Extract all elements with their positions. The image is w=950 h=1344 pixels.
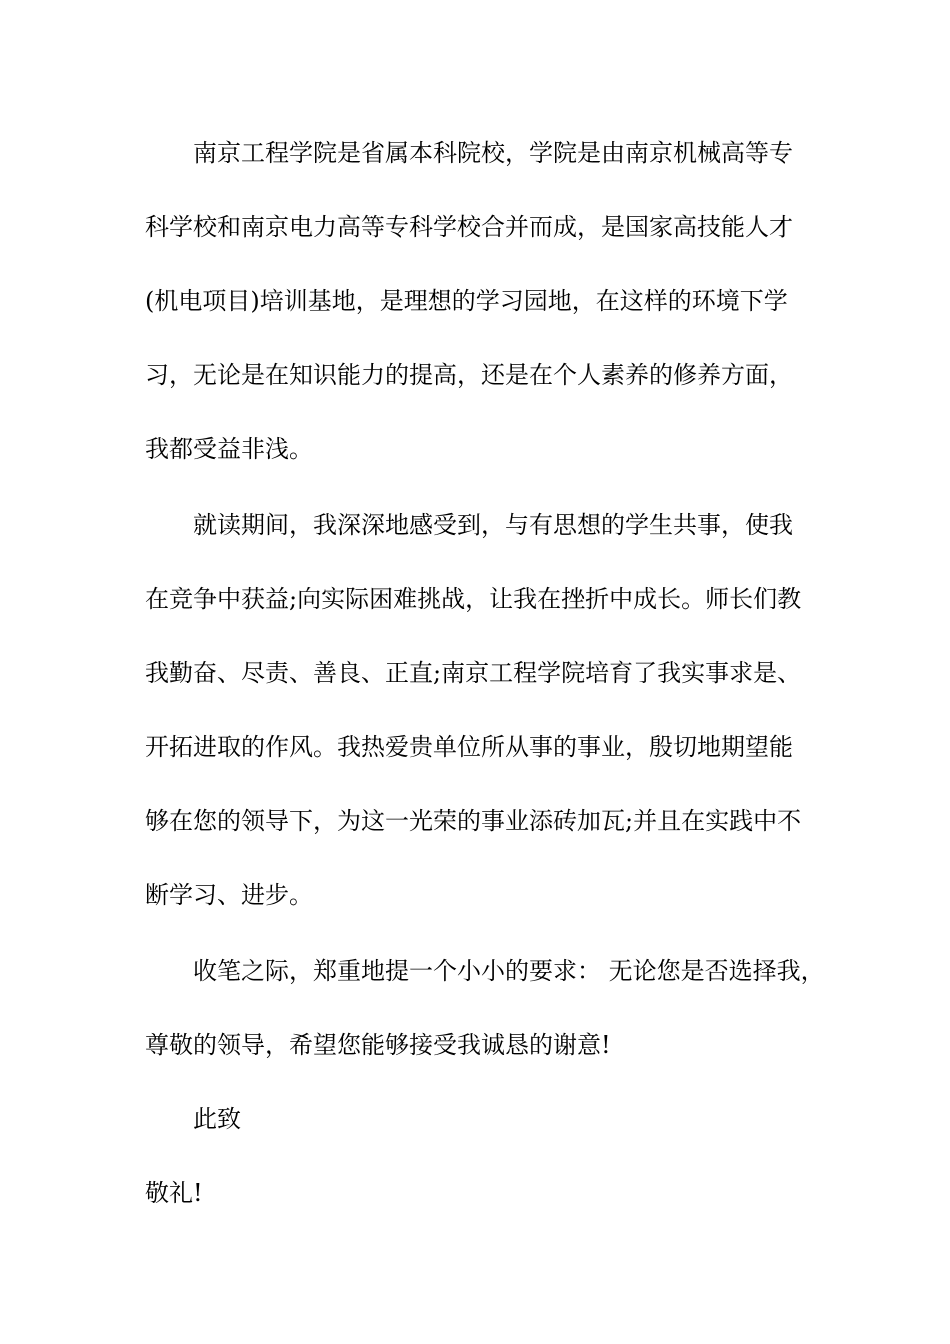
- paragraph-1-line-4: 习，无论是在知识能力的提高，还是在个人素养的修养方面，: [145, 361, 793, 389]
- paragraph-2-line-2: 在竞争中获益;向实际困难挑战，让我在挫折中成长。师长们教: [145, 585, 802, 613]
- paragraph-2-line-4: 开拓进取的作风。我热爱贵单位所从事的事业，殷切地期望能: [145, 733, 793, 761]
- paragraph-3-line-2: 尊敬的领导，希望您能够接受我诚恳的谢意!: [145, 1031, 611, 1059]
- paragraph-2-line-1: 就读期间，我深深地感受到，与有思想的学生共事，使我: [193, 511, 793, 539]
- paragraph-2-line-3: 我勤奋、尽责、善良、正直;南京工程学院培育了我实事求是、: [145, 659, 802, 687]
- paragraph-2-line-6: 断学习、进步。: [145, 881, 313, 909]
- paragraph-3-line-1: 收笔之际，郑重地提一个小小的要求： 无论您是否选择我，: [193, 957, 825, 985]
- closing-regards: 敬礼!: [145, 1179, 203, 1207]
- paragraph-2-line-5: 够在您的领导下，为这一光荣的事业添砖加瓦;并且在实践中不: [145, 807, 802, 835]
- paragraph-1-line-2: 科学校和南京电力高等专科学校合并而成，是国家高技能人才: [145, 213, 793, 241]
- paragraph-1-line-5: 我都受益非浅。: [145, 435, 313, 463]
- paragraph-1-line-3: (机电项目)培训基地，是理想的学习园地，在这样的环境下学: [145, 287, 788, 315]
- paragraph-1-line-1: 南京工程学院是省属本科院校，学院是由南京机械高等专: [193, 139, 793, 167]
- closing-salutation: 此致: [193, 1105, 241, 1133]
